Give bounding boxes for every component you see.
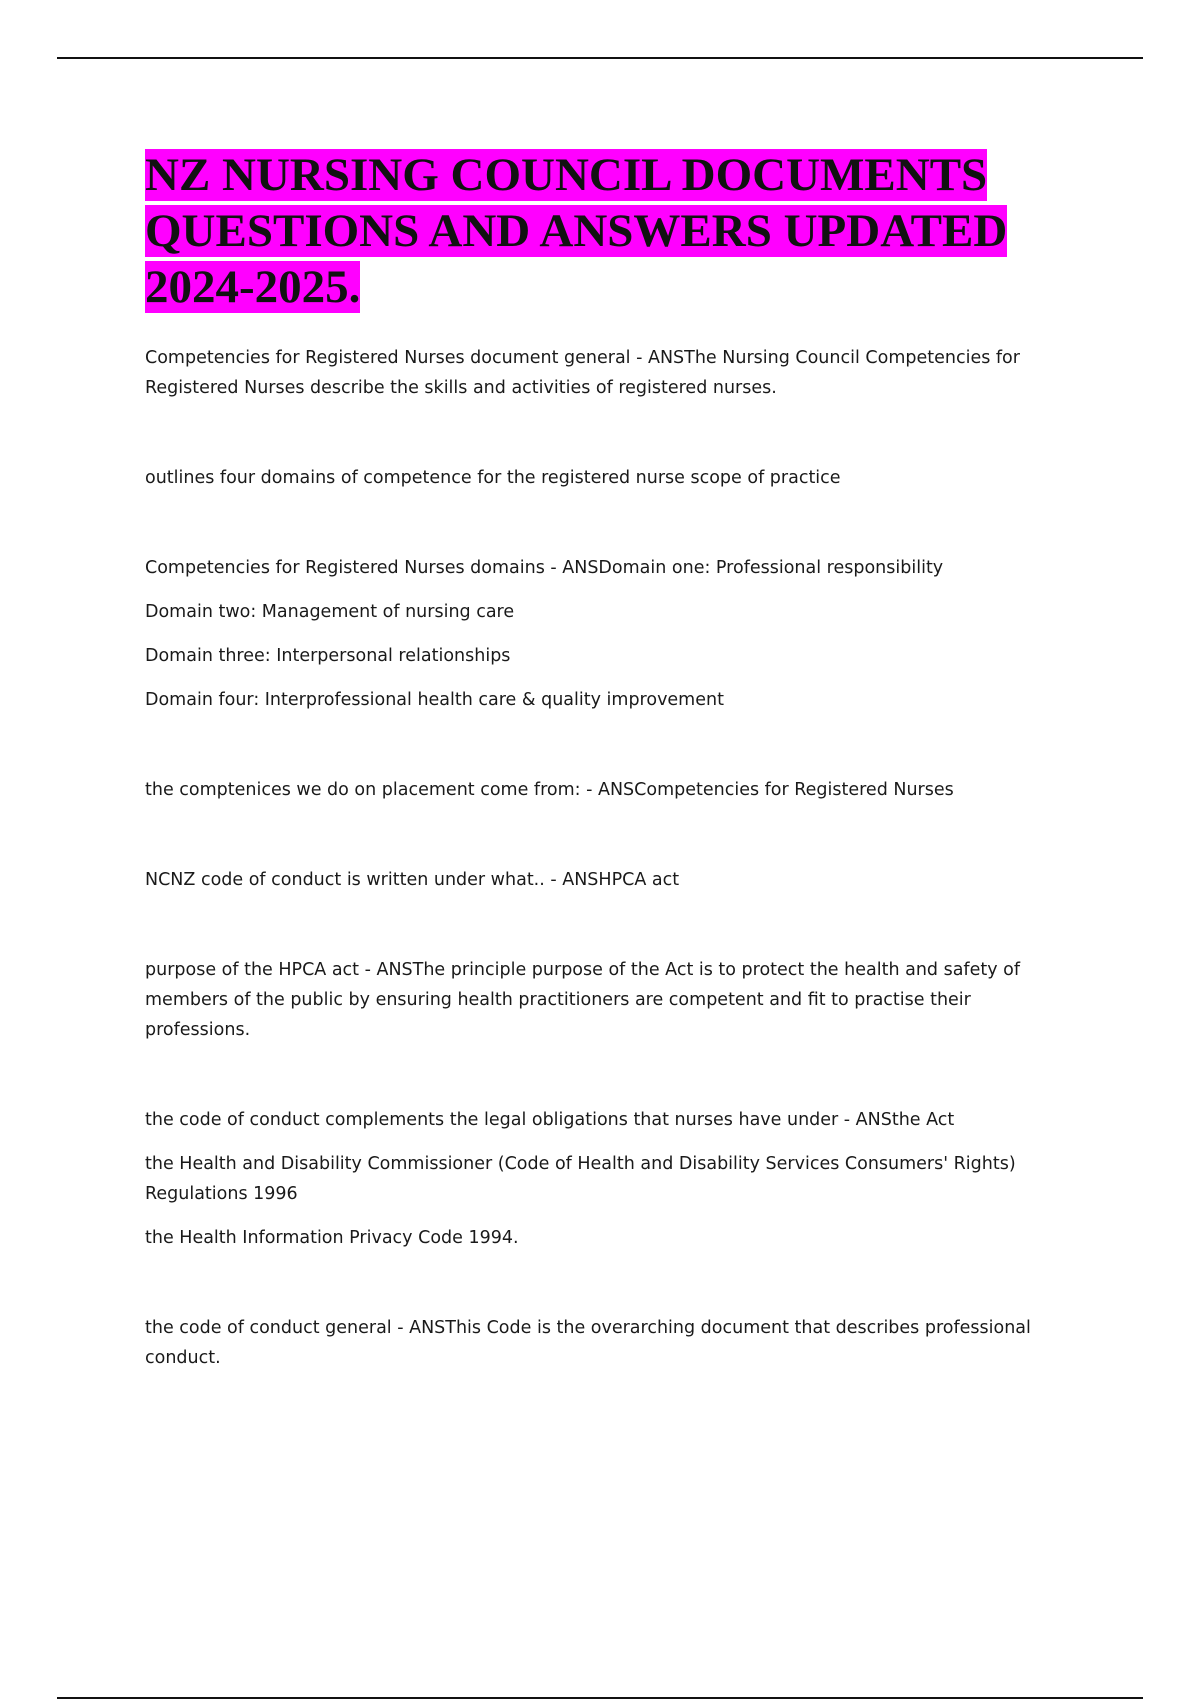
qa-entry-13: the code of conduct general - ANSThis Code is the overarching document that describes professional conduct. bbox=[145, 1318, 1031, 1368]
qa-entry-6: Domain four: Interprofessional health care & quality improvement bbox=[145, 690, 724, 710]
document-content bbox=[145, 147, 1065, 1373]
qa-entry-4: Domain two: Management of nursing care bbox=[145, 602, 515, 622]
title-highlight: NZ NURSING COUNCIL DOCUMENTS QUESTIONS AND ANSWERS UPDATED 2024-2025. bbox=[145, 149, 1008, 313]
qa-entry-11: the Health and Disability Commissioner (Code of Health and Disability Services Consumers' Rights) Regulations 1996 bbox=[145, 1154, 1016, 1204]
qa-entry-8: NCNZ code of conduct is written under what.. - ANSHPCA act bbox=[145, 870, 680, 890]
qa-entry-1: Competencies for Registered Nurses document general - ANSThe Nursing Council Competencies for Registered Nurses describe the skills and activities of registered nurses. bbox=[145, 348, 1020, 398]
qa-entry-12: the Health Information Privacy Code 1994. bbox=[145, 1228, 519, 1248]
qa-entry-7: the comptenices we do on placement come from: - ANSCompetencies for Registered Nurses bbox=[145, 780, 954, 800]
qa-entry-3: Competencies for Registered Nurses domains - ANSDomain one: Professional responsibility bbox=[145, 558, 944, 578]
bottom-rule bbox=[57, 1697, 1143, 1699]
qa-entry-5: Domain three: Interpersonal relationships bbox=[145, 646, 511, 666]
top-rule bbox=[57, 57, 1143, 59]
qa-entry-10: the code of conduct complements the legal obligations that nurses have under - ANSthe Act bbox=[145, 1110, 955, 1130]
document-title bbox=[145, 147, 1065, 315]
qa-entry-2: outlines four domains of competence for the registered nurse scope of practice bbox=[145, 468, 841, 488]
qa-entry-9: purpose of the HPCA act - ANSThe principle purpose of the Act is to protect the health and safety of members of the public by ensuring health practitioners are competent and fit to practise their professions. bbox=[145, 960, 1020, 1040]
